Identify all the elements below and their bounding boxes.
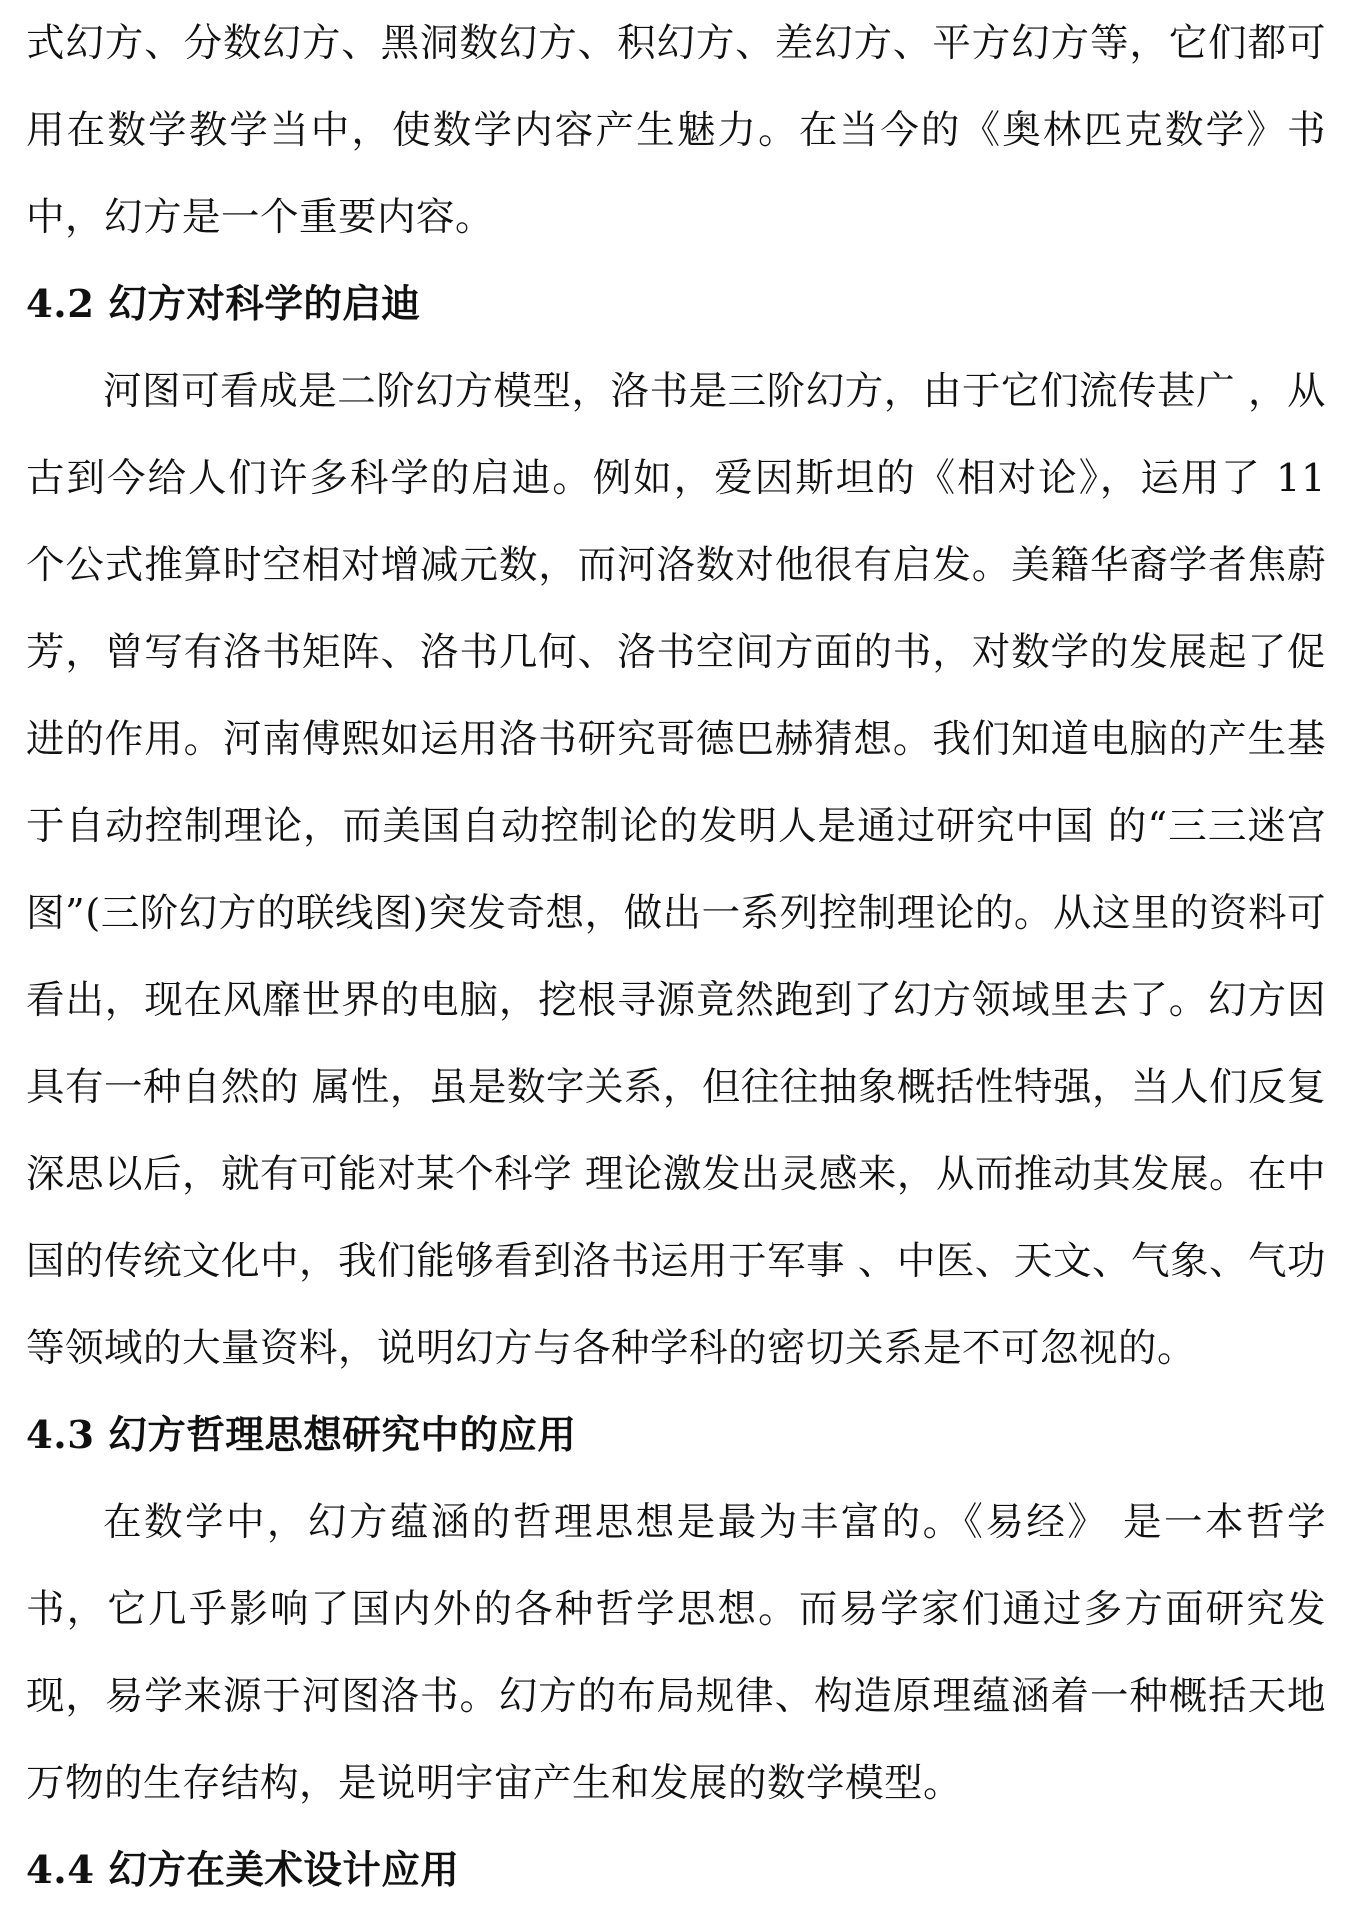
section-heading-4-3: 4.3 幻方哲理思想研究中的应用 <box>26 1413 577 1458</box>
continuation-paragraph: 式幻方、分数幻方、黑洞数幻方、积幻方、差幻方、平方幻方等，它们都可用在数学教学当中，使数学内容产生魅力。在当今的《奥林匹克数学》书中，幻方是一个重要内容。 <box>26 21 1326 240</box>
document-page <box>26 0 1326 1914</box>
section-paragraph-4-3: 在数学中，幻方蕴涵的哲理思想是最为丰富的。《易经》 是一本哲学书，它几乎影响了国内外的各种哲学思想。而易学家们通过多方面研究发现，易学来源于河图洛书。幻方的布局规律、构造原理蕴涵着一种概括天地万物的生存结构，是说明宇宙产生和发展的数学模型。 <box>26 1500 1326 1806</box>
section-heading-4-4: 4.4 幻方在美术设计应用 <box>26 1848 460 1893</box>
section-paragraph-4-2: 河图可看成是二阶幻方模型，洛书是三阶幻方，由于它们流传甚广 ，从古到今给人们许多科学的启迪。例如，爱因斯坦的《相对论》，运用了 11 个公式推算时空相对增减元数，而河洛数对他很有启发。美籍华裔学者焦蔚芳，曾写有洛书矩阵、洛书几何、洛书空间方面的书，对数学的发展起了促进的作用。河南傅熙如运用洛书研究哥德巴赫猜想。我们知道电脑的产生基于自动控制理论，而美国自动控制论的发明人是通过研究中国 的“三三迷宫图”(三阶幻方的联线图)突发奇想，做出一系列控制理论的。从这里的资料可看出，现在风靡世界的电脑，挖根寻源竟然跑到了幻方领域里去了。幻方因具有一种自然的 属性，虽是数字关系，但往往抽象概括性特强，当人们反复深思以后，就有可能对某个科学 理论激发出灵感来，从而推动其发展。在中国的传统文化中，我们能够看到洛书运用于军事 、中医、天文、气象、气功等领域的大量资料，说明幻方与各种学科的密切关系是不可忽视的。 <box>26 369 1326 1371</box>
section-heading-4-2: 4.2 幻方对科学的启迪 <box>26 282 421 327</box>
